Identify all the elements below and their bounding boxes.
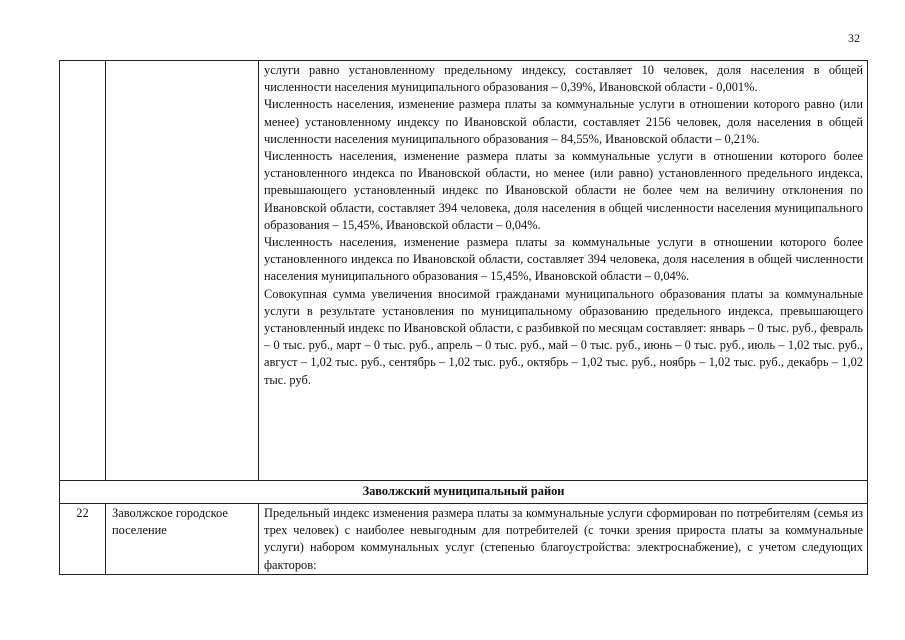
paragraph-above-index-within-deviation: Численность населения, изменение размера платы за коммунальные услуги в отношении которого более установленного индекса по Ивановской области, но менее (или равно) установленного предельного индекса, превышающего установленный индекс по Ивановской области не более чем на величину отклонения по Ивановской области, составляет 394 человека, доля населения в общей численности населения муниципального образования – 15,45%, Ивановской области – 0,04%. xyxy=(264,149,863,232)
table-row-district xyxy=(60,481,868,504)
municipal-index-table xyxy=(59,60,868,575)
table-row-continuation xyxy=(60,61,868,481)
number-cell-empty xyxy=(60,61,106,481)
paragraph-monthly-breakdown: Совокупная сумма увеличения вносимой гражданами муниципального образования платы за коммунальные услуги в результате установления по муниципальному образованию предельного индекса, превышающего установленный индекс по Ивановской области, с разбивкой по месяцам составляет: январь – 0 тыс. руб., февраль – 0 тыс. руб., март – 0 тыс. руб., апрель – 0 тыс. руб., май – 0 тыс. руб., июнь – 0 тыс. руб., июль – 1,02 тыс. руб., август – 1,02 тыс. руб., сентябрь – 1,02 тыс. руб., октябрь – 1,02 тыс. руб., ноябрь – 1,02 тыс. руб., декабрь – 1,02 тыс. руб. xyxy=(264,286,863,387)
entry-number: 22 xyxy=(60,504,106,575)
entry-description: Предельный индекс изменения размера платы за коммунальные услуги сформирован по потребителям (семья из трех человек) с наиболее невыгодным для потребителей (с точки зрения прироста платы за коммунальные услуги) набором коммунальных услуг (степенью благоустройства: электроснабжение), с учетом следующих факторов: xyxy=(259,504,868,575)
paragraph-above-index: Численность населения, изменение размера платы за коммунальные услуги в отношении которого более установленного индекса по Ивановской области, составляет 394 человека, доля населения в общей численности населения муниципального образования – 15,45%, Ивановской области – 0,04%. xyxy=(264,235,863,284)
page-number: 32 xyxy=(848,31,860,45)
description-cell xyxy=(259,61,868,481)
table-row-entry xyxy=(60,504,868,575)
entry-name: Заволжское городское поселение xyxy=(106,504,259,575)
paragraph-equal-or-less: Численность населения, изменение размера платы за коммунальные услуги в отношении которого равно (или менее) установленному индексу по Ивановской области, составляет 2156 человек, доля населения в общей численности населения муниципального образования – 84,55%, Ивановской области – 0,21%. xyxy=(264,97,863,146)
name-cell-empty xyxy=(106,61,259,481)
district-heading: Заволжский муниципальный район xyxy=(60,481,868,504)
paragraph-base-index-share: услуги равно установленному предельному индексу, составляет 10 человек, доля населения в общей численности населения муниципального образования – 0,39%, Ивановской области - 0,001%. xyxy=(264,63,863,95)
